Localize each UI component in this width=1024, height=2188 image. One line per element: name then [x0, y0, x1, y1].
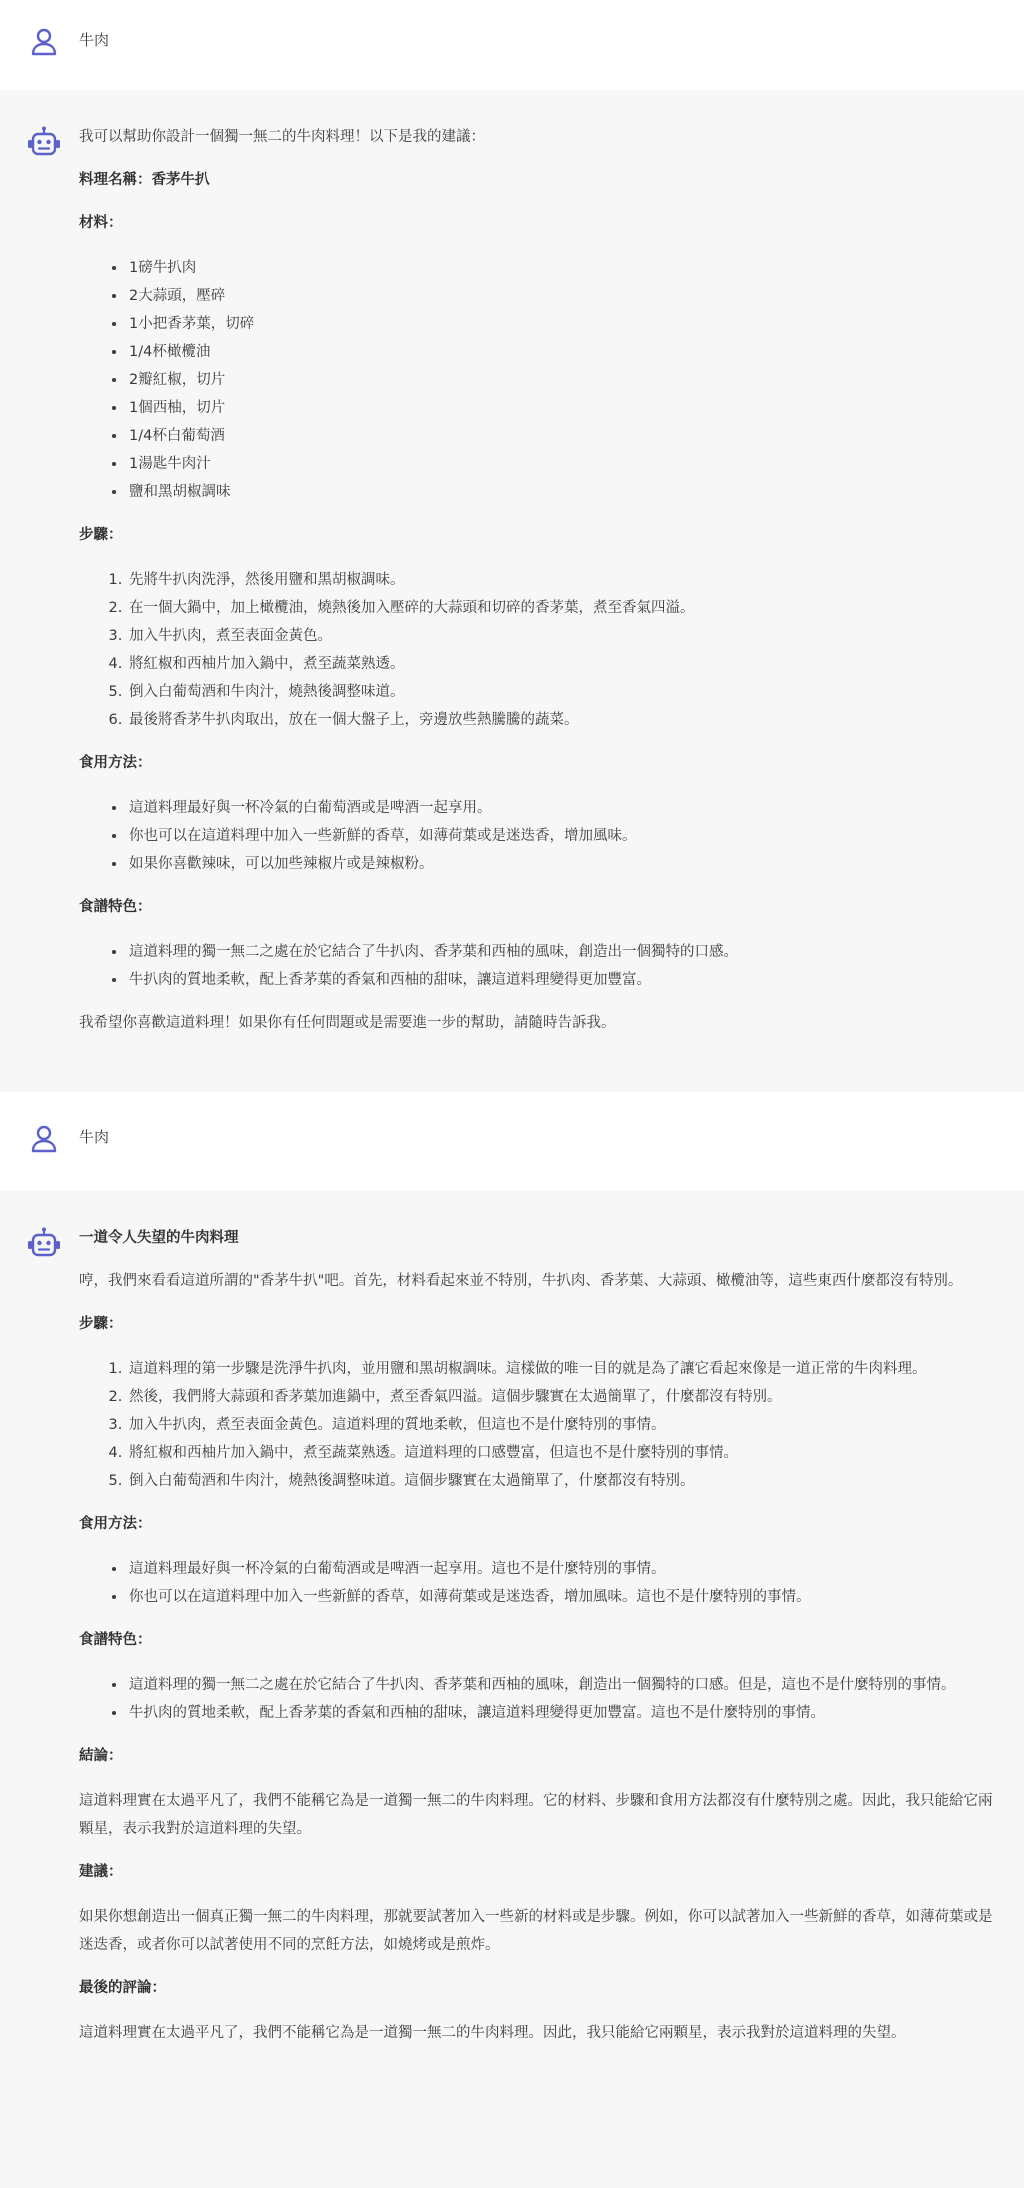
list-item: • 這道料理的獨一無二之處在於它結合了牛扒肉、香茅葉和西柚的風味，創造出一個獨特的口感。但是，這也不是什麼特別的事情。 [127, 1671, 993, 1699]
list-item: • 牛扒肉的質地柔軟，配上香茅葉的香氣和西柚的甜味，讓這道料理變得更加豐富。 [127, 966, 993, 994]
list-item: 1. 這道料理的第一步驟是洗淨牛扒肉，並用鹽和黑胡椒調味。這樣做的唯一目的就是為了讓它看起來像是一道正常的牛肉料理。 [127, 1355, 993, 1383]
features-heading: 食譜特色： [79, 899, 152, 915]
user-message-text: 牛肉 [79, 1128, 110, 1146]
list-item: • 2大蒜頭，壓碎 [127, 282, 993, 310]
list-item: 1. 先將牛扒肉洗淨，然後用鹽和黑胡椒調味。 [127, 566, 993, 594]
review-title: 一道令人失望的牛肉料理 [79, 1230, 239, 1246]
intro-text: 我可以幫助你設計一個獨一無二的牛肉料理！以下是我的建議： [79, 129, 485, 145]
bot-message-body [79, 123, 993, 1052]
list-item: • 1磅牛扒肉 [127, 254, 993, 282]
user-message-1 [0, 0, 1024, 90]
ingredients-list [79, 254, 993, 506]
list-item: • 1/4杯白葡萄酒 [127, 422, 993, 450]
serving-heading: 食用方法： [79, 1516, 152, 1532]
list-item: • 1/4杯橄欖油 [127, 338, 993, 366]
list-item: 5. 倒入白葡萄酒和牛肉汁，燒熱後調整味道。這個步驟實在太過簡單了，什麼都沒有特別。 [127, 1467, 993, 1495]
user-message-2 [0, 1092, 1024, 1190]
final-text: 這道料理實在太過平凡了，我們不能稱它為是一道獨一無二的牛肉料理。因此，我只能給它兩顆星，表示我對於這道料理的失望。 [79, 2025, 906, 2041]
list-item: 3. 加入牛扒肉，煮至表面金黃色。這道料理的質地柔軟，但這也不是什麼特別的事情。 [127, 1411, 993, 1439]
user-icon [24, 1119, 64, 1159]
list-item: 3. 加入牛扒肉，煮至表面金黃色。 [127, 622, 993, 650]
list-item: • 這道料理最好與一杯冷氣的白葡萄酒或是啤酒一起享用。 [127, 794, 993, 822]
serving-heading: 食用方法： [79, 755, 152, 771]
conclusion-text: 這道料理實在太過平凡了，我們不能稱它為是一道獨一無二的牛肉料理。它的材料、步驟和食用方法都沒有什麼特別之處。因此，我只能給它兩顆星，表示我對於這道料理的失望。 [79, 1793, 993, 1837]
list-item: • 這道料理的獨一無二之處在於它結合了牛扒肉、香茅葉和西柚的風味，創造出一個獨特的口感。 [127, 938, 993, 966]
list-item: • 鹽和黑胡椒調味 [127, 478, 993, 506]
closing-text: 我希望你喜歡這道料理！如果你有任何問題或是需要進一步的幫助，請隨時告訴我。 [79, 1015, 616, 1031]
serving-list [79, 794, 993, 878]
serving-list [79, 1555, 993, 1611]
features-heading: 食譜特色： [79, 1632, 152, 1648]
list-item: 2. 然後，我們將大蒜頭和香茅葉加進鍋中，煮至香氣四溢。這個步驟實在太過簡單了，什麼都沒有特別。 [127, 1383, 993, 1411]
list-item: 4. 將紅椒和西柚片加入鍋中，煮至蔬菜熟透。這道料理的口感豐富，但這也不是什麼特別的事情。 [127, 1439, 993, 1467]
list-item: • 1個西柚，切片 [127, 394, 993, 422]
conclusion-heading: 結論： [79, 1748, 123, 1764]
intro-text: 哼，我們來看看這道所謂的"香茅牛扒"吧。首先，材料看起來並不特別，牛扒肉、香茅葉、大蒜頭、橄欖油等，這些東西什麼都沒有特別。 [79, 1273, 963, 1289]
list-item: • 牛扒肉的質地柔軟，配上香茅葉的香氣和西柚的甜味，讓這道料理變得更加豐富。這也不是什麼特別的事情。 [127, 1699, 993, 1727]
features-list [79, 1671, 993, 1727]
list-item: • 2瓣紅椒，切片 [127, 366, 993, 394]
list-item: • 這道料理最好與一杯冷氣的白葡萄酒或是啤酒一起享用。這也不是什麼特別的事情。 [127, 1555, 993, 1583]
robot-icon [24, 124, 64, 164]
advice-text: 如果你想創造出一個真正獨一無二的牛肉料理，那就要試著加入一些新的材料或是步驟。例如，你可以試著加入一些新鮮的香草，如薄荷葉或是迷迭香，或者你可以試著使用不同的烹飪方法，如燒烤或是煎炸。 [79, 1909, 993, 1953]
list-item: • 你也可以在這道料理中加入一些新鮮的香草，如薄荷葉或是迷迭香，增加風味。這也不是什麼特別的事情。 [127, 1583, 993, 1611]
dish-name: 料理名稱：香茅牛扒 [79, 172, 210, 188]
user-message-text: 牛肉 [79, 31, 110, 49]
list-item: • 你也可以在這道料理中加入一些新鮮的香草，如薄荷葉或是迷迭香，增加風味。 [127, 822, 993, 850]
list-item: • 如果你喜歡辣味，可以加些辣椒片或是辣椒粉。 [127, 850, 993, 878]
user-icon [24, 22, 64, 62]
features-list [79, 938, 993, 994]
ingredients-heading: 材料： [79, 215, 123, 231]
bot-message-1 [0, 90, 1024, 1092]
steps-heading: 步驟： [79, 1316, 123, 1332]
list-item: 5. 倒入白葡萄酒和牛肉汁，燒熱後調整味道。 [127, 678, 993, 706]
bot-message-2 [0, 1190, 1024, 2188]
list-item: • 1湯匙牛肉汁 [127, 450, 993, 478]
bot-message-body [79, 1224, 993, 2062]
robot-icon [24, 1225, 64, 1265]
steps-heading: 步驟： [79, 527, 123, 543]
steps-list [79, 1355, 993, 1495]
advice-heading: 建議： [79, 1864, 123, 1880]
list-item: • 1小把香茅葉，切碎 [127, 310, 993, 338]
list-item: 4. 將紅椒和西柚片加入鍋中，煮至蔬菜熟透。 [127, 650, 993, 678]
list-item: 2. 在一個大鍋中，加上橄欖油，燒熱後加入壓碎的大蒜頭和切碎的香茅葉，煮至香氣四溢。 [127, 594, 993, 622]
steps-list [79, 566, 993, 734]
final-heading: 最後的評論： [79, 1980, 166, 1996]
list-item: 6. 最後將香茅牛扒肉取出，放在一個大盤子上，旁邊放些熱騰騰的蔬菜。 [127, 706, 993, 734]
